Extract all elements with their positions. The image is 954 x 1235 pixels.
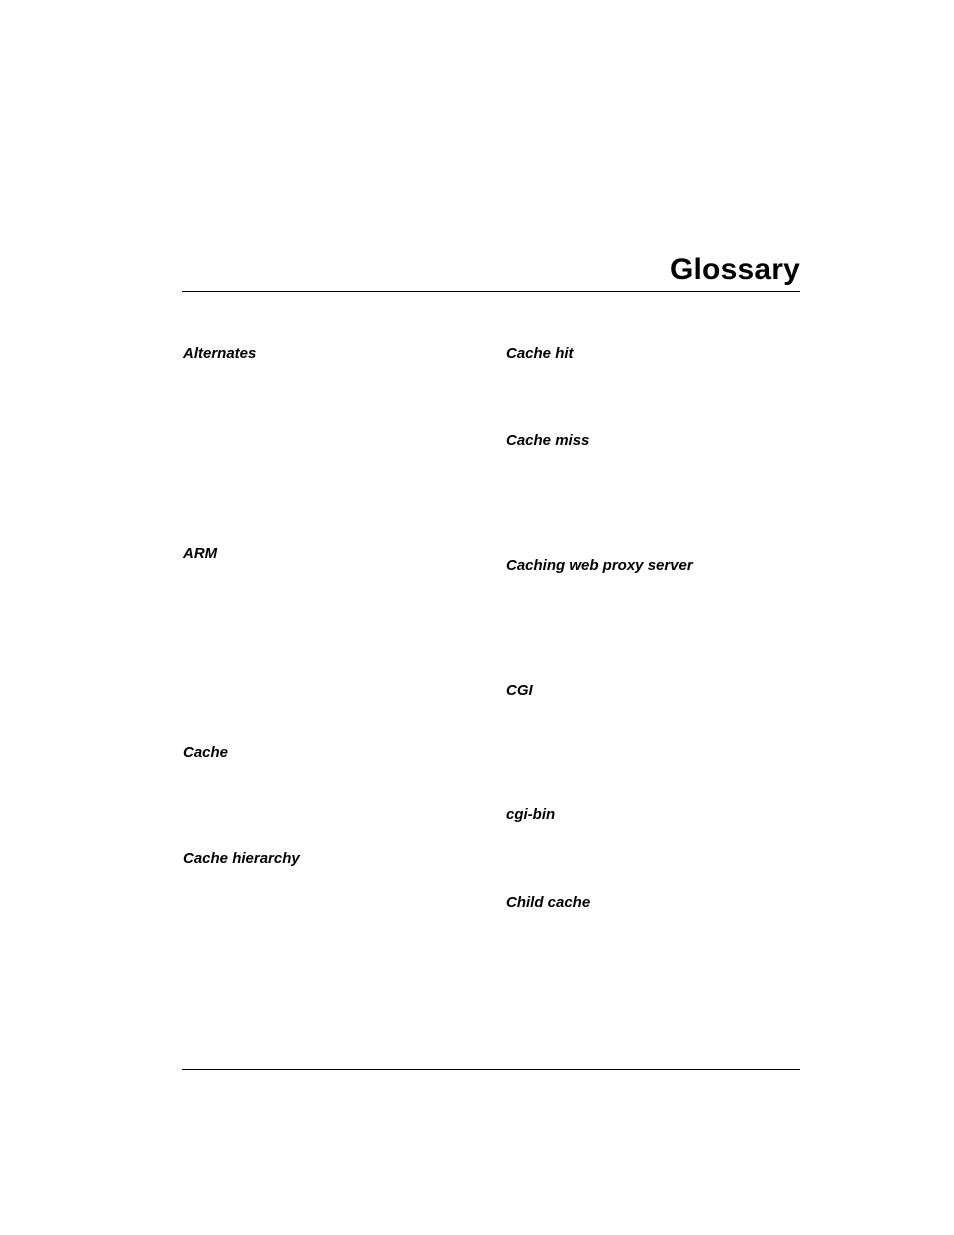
glossary-term-cache-hierarchy: Cache hierarchy	[183, 850, 300, 867]
glossary-term-alternates: Alternates	[183, 345, 257, 362]
glossary-term-cache-miss: Cache miss	[506, 432, 590, 449]
glossary-term-arm: ARM	[183, 545, 218, 562]
header-rule	[182, 291, 800, 292]
footer-rule	[182, 1069, 800, 1070]
glossary-term-child-cache: Child cache	[506, 894, 591, 911]
glossary-term-cache: Cache	[183, 744, 229, 761]
glossary-term-cgi: CGI	[506, 682, 533, 699]
glossary-term-cgi-bin: cgi-bin	[506, 806, 556, 823]
glossary-term-caching-web-proxy-server: Caching web proxy server	[506, 557, 693, 574]
page-title: Glossary	[669, 253, 800, 286]
glossary-term-cache-hit: Cache hit	[506, 345, 574, 362]
